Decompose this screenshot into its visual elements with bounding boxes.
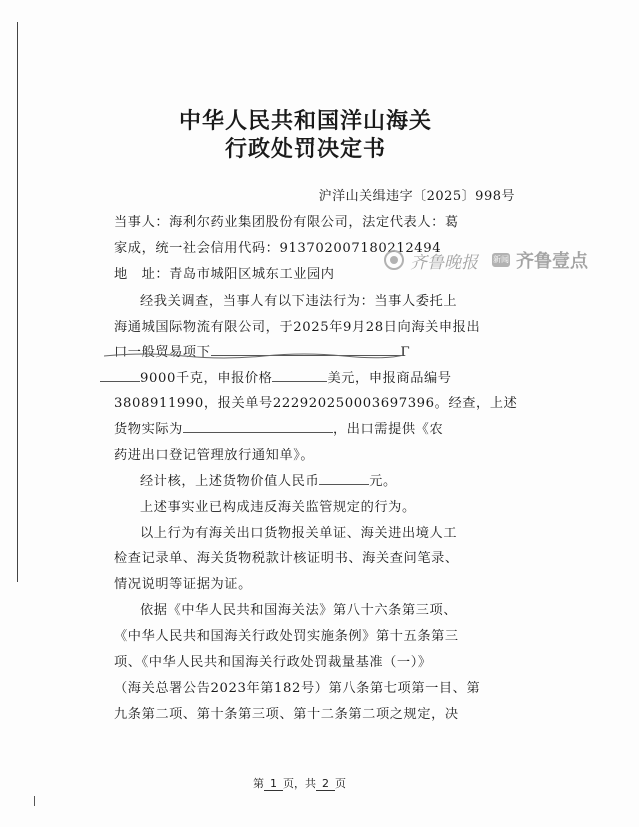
body-line-8: 3808911990，报关单号222920250003697396。经查，上述 [114,396,518,411]
redaction-mask [100,369,140,382]
redaction-underline [104,352,404,360]
body-line-7-a: 9000千克，申报价格 [140,371,273,386]
body-line-7-b: 美元，申报商品编号 [327,371,452,386]
body-line-11 [140,470,397,489]
title-line-2: 行政处罚决定书 [224,137,386,162]
body-line-12: 上述事实业已构成违反海关监管规定的行为。 [140,500,416,515]
watermark-text-1: 齐鲁晚报 [410,252,478,273]
body-line-17: 《中华人民共和国海关行政处罚实施条例》第十五条第三 [114,629,459,644]
footer-total-pages: 2 [316,777,335,791]
body-line-18: 项、《中华人民共和国海关行政处罚裁量基准（一）》 [114,655,432,670]
redaction-mask [183,420,333,433]
document-number: 沪洋山关缉违字〔2025〕998号 [318,189,515,204]
body-line-4: 经我关调查，当事人有以下违法行为：当事人委托上 [140,294,458,309]
body-line-10: 药进出口登记管理放行通知单》。 [114,448,315,463]
body-line-5: 海通城国际物流有限公司，于2025年9月28日向海关申报出 [114,320,481,335]
party-line-1: 当事人：海利尔药业集团股份有限公司，法定代表人：葛 [114,215,459,230]
page-footer [0,775,619,791]
watermark-text-2: 齐鲁壹点 [516,251,588,272]
body-line-9-b: ，出口需提供《农 [332,422,444,437]
footer-page-number: 1 [264,777,283,791]
newspaper-logo-icon [384,250,404,270]
footer-suffix: 页 [335,777,346,790]
title-line-1: 中华人民共和国洋山海关 [178,109,432,134]
body-line-9 [114,418,443,437]
party-line-2-suffix: 4 [432,241,442,256]
watermark-badge: 新闻 [492,253,510,267]
left-margin-tick [34,796,35,806]
body-line-16: 依据《中华人民共和国海关法》第八十六条第三项、 [140,603,458,618]
body-line-14: 检查记录单、海关货物税款计核证明书、海关查问笔录、 [114,551,459,566]
party-line-2-text: 家成，统一社会信用代码：91370200718021249 [114,241,433,256]
watermark [384,246,588,274]
body-line-6-mark: Γ [400,345,411,360]
body-line-15: 情况说明等证据为证。 [114,577,252,592]
body-line-13: 以上行为有海关出口货物报关单证、海关进出境人工 [140,526,458,541]
body-line-9-a: 货物实际为 [114,422,183,437]
body-line-7 [100,367,452,386]
footer-mid: 页，共 [283,777,316,790]
footer-prefix: 第 [253,777,264,790]
body-line-20: 九条第二项、第十条第三项、第十二条第二项之规定，决 [114,707,459,722]
address-line: 地 址：青岛市城阳区城东工业园内 [114,267,335,282]
redaction-mask [272,369,327,382]
body-line-11-b: 元。 [369,474,397,489]
body-line-11-a: 经计核，上述货物价值人民币 [140,474,320,489]
body-line-19: （海关总署公告2023年第182号）第八条第七项第一目、第 [114,681,481,696]
body-line-6-text: 口一般贸易项下 [114,345,211,360]
redaction-mask [319,472,369,485]
